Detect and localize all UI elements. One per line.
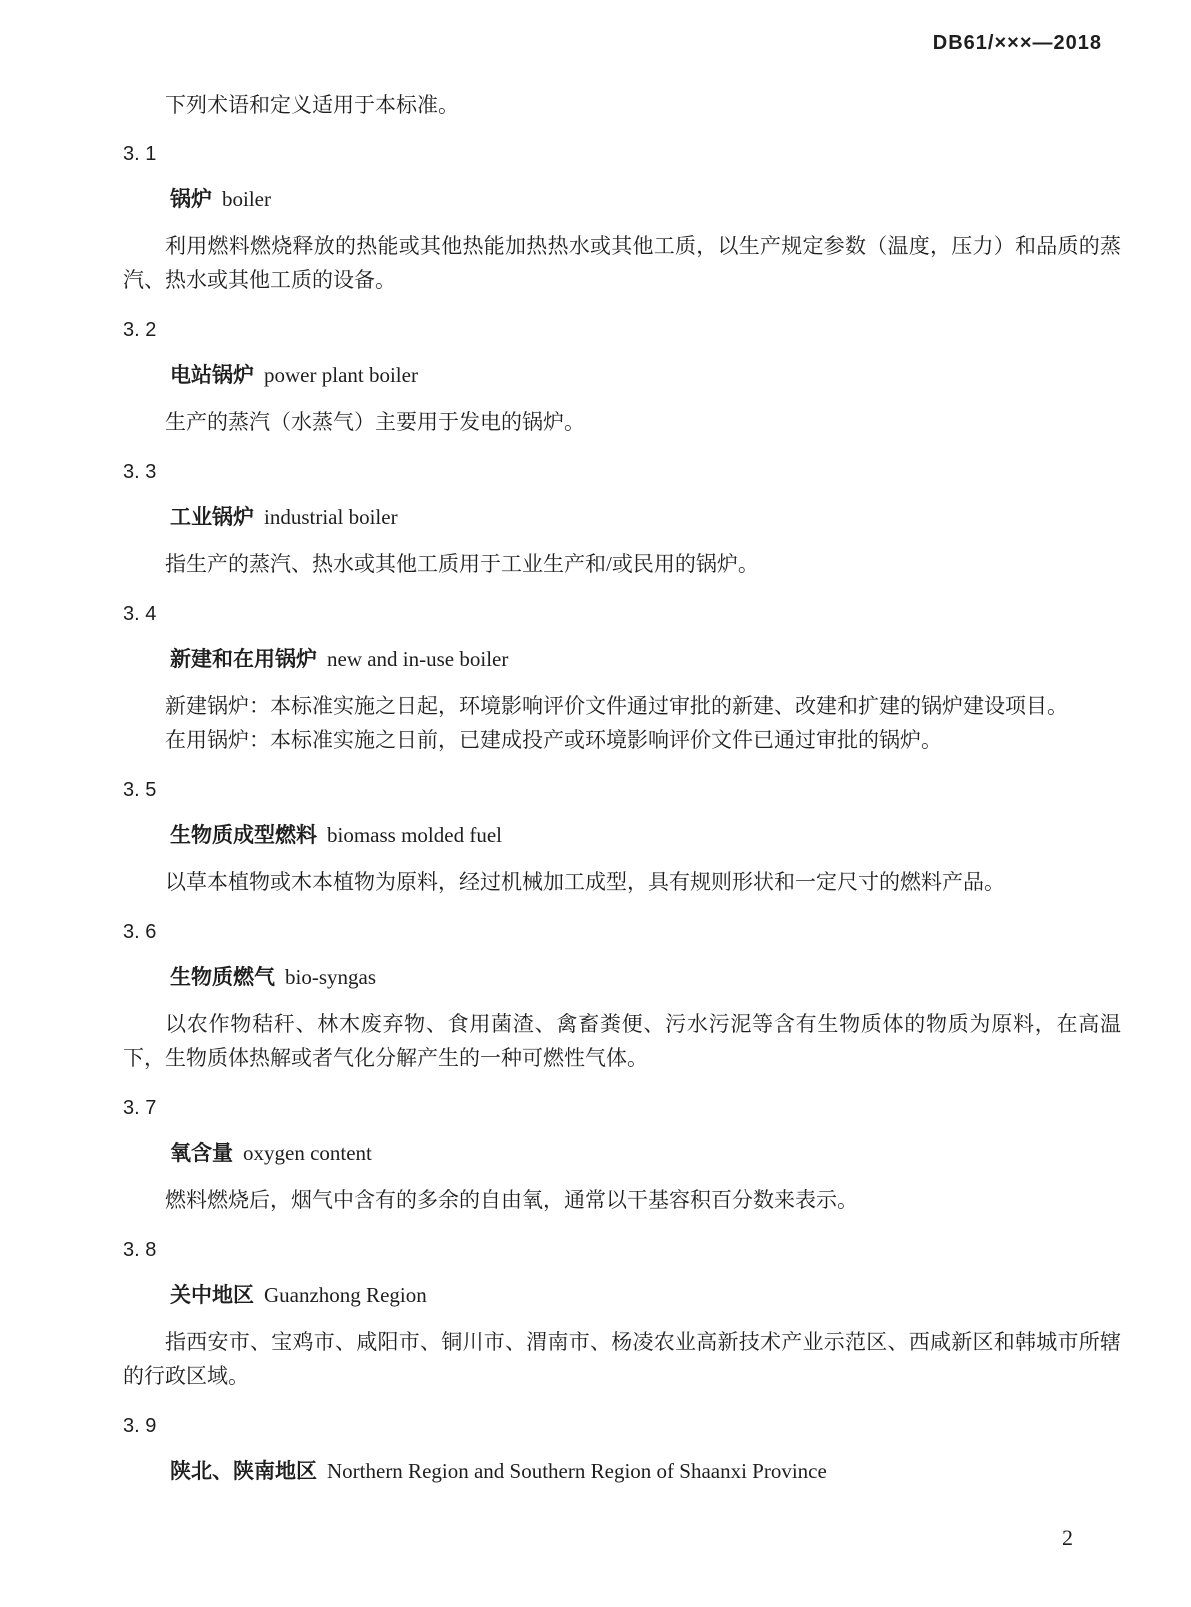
section-number: 3. 3 [123,461,157,483]
term-chinese: 关中地区 [170,1284,254,1307]
term-english: bio-syngas [285,965,376,989]
term-chinese: 锅炉 [170,188,212,211]
definition-paragraph: 指生产的蒸汽、热水或其他工质用于工业生产和/或民用的锅炉。 [165,552,759,576]
definition-paragraph: 燃料燃烧后，烟气中含有的多余的自由氧，通常以干基容积百分数来表示。 [165,1188,858,1212]
section-number: 3. 8 [123,1239,157,1261]
term-heading [123,182,1121,217]
term-definition [123,865,1121,899]
term-section [123,597,1121,757]
term-definition [123,1007,1121,1075]
term-english: biomass molded fuel [327,823,502,847]
term-heading [123,818,1121,853]
term-chinese: 生物质成型燃料 [170,824,317,847]
term-heading [123,1454,1121,1489]
term-heading [123,642,1121,677]
term-heading [123,960,1121,995]
term-heading [123,1136,1121,1171]
term-section [123,455,1121,581]
term-chinese: 电站锅炉 [170,364,254,387]
section-number: 3. 2 [123,319,157,341]
term-section [123,1233,1121,1393]
definition-paragraph: 新建锅炉：本标准实施之日起，环境影响评价文件通过审批的新建、改建和扩建的锅炉建设项目。 [165,694,1068,718]
term-english: power plant boiler [264,363,418,387]
term-section [123,137,1121,297]
term-english: Northern Region and Southern Region of Shaanxi Province [327,1459,827,1483]
section-number: 3. 7 [123,1097,157,1119]
term-english: boiler [222,187,271,211]
term-english: industrial boiler [264,505,398,529]
term-section [123,915,1121,1075]
definition-paragraph: 生产的蒸汽（水蒸气）主要用于发电的锅炉。 [165,410,585,434]
term-definition [123,1183,1121,1217]
term-chinese: 工业锅炉 [170,506,254,529]
document-number-header: DB61/×××—2018 [932,32,1102,54]
definition-paragraph: 在用锅炉：本标准实施之日前，已建成投产或环境影响评价文件已通过审批的锅炉。 [165,728,942,752]
definition-paragraph: 以草本植物或木本植物为原料，经过机械加工成型，具有规则形状和一定尺寸的燃料产品。 [165,870,1005,894]
term-section [123,1409,1121,1489]
page-content [0,55,1191,1489]
term-definition [123,689,1121,757]
definition-paragraph: 利用燃料燃烧释放的热能或其他热能加热热水或其他工质，以生产规定参数（温度，压力）和品质的蒸汽、热水或其他工质的设备。 [123,234,1121,292]
term-chinese: 生物质燃气 [170,966,275,989]
section-number: 3. 9 [123,1415,157,1437]
term-chinese: 氧含量 [170,1142,233,1165]
section-number: 3. 1 [123,143,157,165]
term-definition [123,1325,1121,1393]
section-number: 3. 6 [123,921,157,943]
term-english: Guanzhong Region [264,1283,427,1307]
term-definition [123,229,1121,297]
term-definition [123,547,1121,581]
term-heading [123,1278,1121,1313]
sections [123,137,1121,1489]
term-heading [123,500,1121,535]
term-definition [123,405,1121,439]
section-number: 3. 5 [123,779,157,801]
term-english: new and in-use boiler [327,647,509,671]
definition-paragraph: 指西安市、宝鸡市、咸阳市、铜川市、渭南市、杨凌农业高新技术产业示范区、西咸新区和韩城市所辖的行政区域。 [123,1330,1121,1388]
term-chinese: 新建和在用锅炉 [170,648,317,671]
intro-sentence: 下列术语和定义适用于本标准。 [165,93,459,117]
term-heading [123,358,1121,393]
term-chinese: 陕北、陕南地区 [170,1460,317,1483]
definition-paragraph: 以农作物秸秆、林木废弃物、食用菌渣、禽畜粪便、污水污泥等含有生物质体的物质为原料，在高温下，生物质体热解或者气化分解产生的一种可燃性气体。 [123,1012,1121,1070]
term-english: oxygen content [243,1141,372,1165]
page-number: 2 [1062,1525,1073,1550]
section-number: 3. 4 [123,603,157,625]
term-section [123,773,1121,899]
term-section [123,313,1121,439]
term-section [123,1091,1121,1217]
